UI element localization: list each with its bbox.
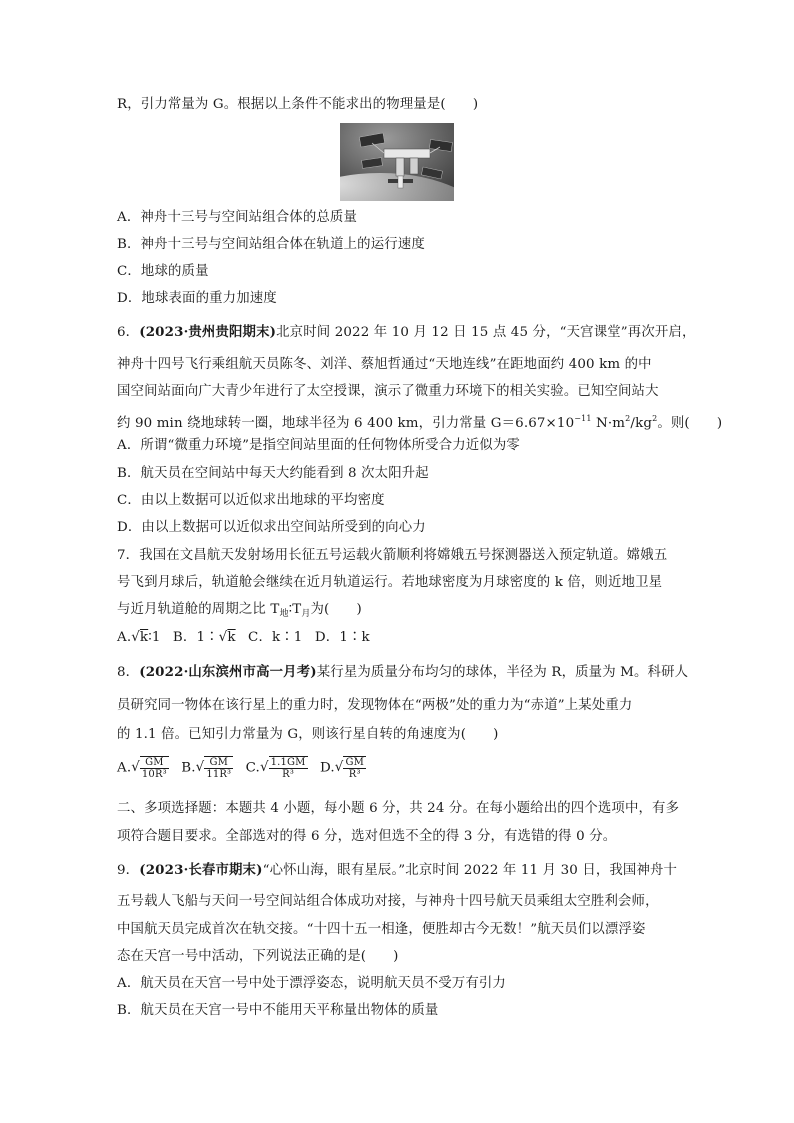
q7-line-3 [117,601,362,623]
q7-option-a-rest: ∶1 [148,630,161,645]
q8-option-c [246,754,308,783]
q9-line-2: 五号载人飞船与天问一号空间站组合体成功对接，与神舟十四号航天员乘组太空胜利会师， [117,894,659,909]
q6-line-4-c: /kg [630,416,653,431]
q8-option-a-label: A. [117,760,132,776]
q9-number: 9． [117,863,140,878]
q7-sub-moon: 月 [301,609,311,619]
q8-option-b-frac [204,756,233,780]
q5-option-c: C．地球的质量 [117,264,209,279]
q6-line-3: 国空间站面向广大青少年进行了太空授课，演示了微重力环境下的相关实验。已知空间站大 [117,384,659,399]
q6-option-d: D．由以上数据可以近似求出空间站所受到的向心力 [117,520,426,535]
q7-line-3-a: 与近月轨道舱的周期之比 T [117,602,280,617]
q8-option-d [320,754,366,783]
q6-exponent-2: 2 [625,414,631,423]
q8-options [117,754,374,783]
q7-line-3-b: ∶T [288,602,302,617]
q8-option-c-label: C. [245,760,260,776]
q9-line-3: 中国航天员完成首次在轨交接。“十四十五一相逢，便胜却古今无数！”航天员们以漂浮姿 [117,922,646,937]
q7-options [117,629,378,647]
q7-line-1: 7．我国在文昌航天发射场用长征五号运载火箭顺利将嫦娥五号探测器送入预定轨道。嫦娥五 [117,548,668,563]
q8-line-2: 员研究同一物体在该行星上的重力时，发现物体在“两极”处的重力为“赤道”上某处重力 [117,698,633,713]
sqrt-icon: √ [195,760,205,775]
q6-line-4-b: N·m [591,416,626,431]
q6-line-1-text: 北京时间 2022 年 10 月 12 日 15 点 45 分，“天宫课堂”再次开启， [276,325,696,340]
q6-option-a: A．所谓“微重力环境”是指空间站里面的任何物体所受合力近似为零 [117,438,520,453]
space-station-illustration [340,123,454,201]
q8-source: (2022·山东滨州市高一月考) [139,664,317,680]
q9-source: (2023·长春市期末) [139,862,263,878]
q8-number: 8． [117,665,140,680]
sqrt-icon: √ [334,760,344,775]
q8-option-d-frac [343,756,366,780]
q8-line-1-text: 某行星为质量分布均匀的球体，半径为 R，质量为 M。科研人 [316,665,689,680]
q7-line-3-c: 为( ) [310,602,362,617]
q8-option-a-num: GM [140,757,169,769]
q6-option-c: C．由以上数据可以近似求出地球的平均密度 [117,493,385,508]
q8-option-c-num: 1.1GM [270,757,306,768]
q7-line-2: 号飞到月球后，轨道舱会继续在近月轨道运行。若地球密度为月球密度的 k 倍，则近地卫星 [117,575,663,590]
section-2-line-2: 项符合题目要求。全部选对的得 6 分，选对但选不全的得 3 分，有选错的得 0 分。 [117,829,617,844]
q8-option-b-den: 11R³ [206,769,232,780]
q9-line-1 [117,861,677,880]
q7-sub-earth: 地 [279,609,289,619]
q8-option-d-label: D. [319,760,335,776]
q6-option-b: B．航天员在空间站中每天大约能看到 8 次太阳升起 [117,466,429,481]
space-station-photo [340,123,454,201]
q8-line-1 [117,663,688,682]
q9-option-a: A．航天员在天宫一号中处于漂浮姿态，说明航天员不受万有引力 [117,976,506,991]
q5-stem-end: R，引力常量为 G。根据以上条件不能求出的物理量是( ) [117,97,479,112]
q8-option-c-den: R³ [282,769,294,780]
q8-option-a-frac [140,756,169,780]
q6-source: (2023·贵州贵阳期末) [139,324,277,340]
q6-exponent: −11 [574,414,592,423]
q8-option-b-num: GM [204,757,233,769]
q7-option-d: D．1∶k [314,630,370,645]
sqrt-icon: √ [131,630,140,645]
q6-line-4-d: 。则( ) [657,416,723,431]
q8-option-a [117,754,169,783]
q5-option-a: A．神舟十三号与空间站组合体的总质量 [117,210,358,225]
q8-option-a-den: 10R³ [141,769,167,780]
q8-option-c-frac [269,756,308,780]
q8-option-b [181,754,233,783]
section-2-line-1: 二、多项选择题：本题共 4 小题，每小题 6 分，共 24 分。在每小题给出的四个选项中，有多 [117,801,680,816]
q7-option-b [173,629,236,647]
q5-option-d: D．地球表面的重力加速度 [117,291,277,306]
q6-number: 6． [117,325,140,340]
q7-option-a [117,629,161,647]
q8-line-3: 的 1.1 倍。已知引力常量为 G，则该行星自转的角速度为( ) [117,727,499,742]
q5-option-b: B．神舟十三号与空间站组合体在轨道上的运行速度 [117,237,425,252]
q8-option-b-label: B. [181,760,196,776]
q6-exponent-3: 2 [652,414,658,423]
sqrt-icon: √ [131,760,140,775]
q7-option-b-radicand: k [227,630,236,645]
q6-line-1 [117,323,696,342]
q6-line-2: 神舟十四号飞行乘组航天员陈冬、刘洋、蔡旭哲通过“天地连线”在距地面约 400 km 的中 [117,357,652,372]
q8-option-d-den: R³ [348,769,361,780]
q9-line-4: 态在天宫一号中活动，下列说法正确的是( ) [117,949,399,964]
q8-option-d-num: GM [345,757,364,768]
q7-option-a-label: A. [117,630,132,645]
sqrt-icon: √ [259,760,269,775]
q6-line-4 [117,410,722,433]
q9-option-b: B．航天员在天宫一号中不能用天平称量出物体的质量 [117,1003,439,1018]
q7-option-b-label: B．1∶ [172,630,219,645]
q7-option-c: C．k∶1 [248,630,303,645]
q7-option-a-radicand: k [139,630,149,645]
q6-line-4-a: 约 90 min 绕地球转一圈，地球半径为 6 400 km，引力常量 G＝6.67×10 [117,416,575,431]
q9-line-1-text: “心怀山海，眼有星辰。”北京时间 2022 年 11 月 30 日，我国神舟十 [262,863,678,878]
sqrt-icon: √ [218,630,228,645]
